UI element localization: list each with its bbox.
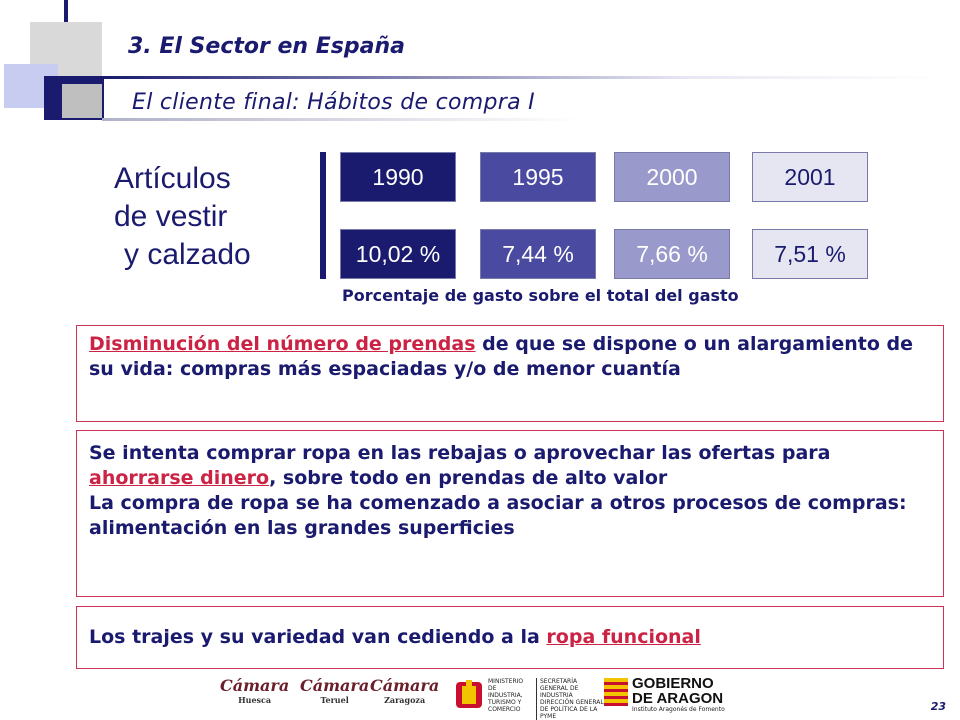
text-panel-1 — [76, 325, 944, 422]
logo-text: Cámara — [300, 676, 370, 695]
footer-logos — [220, 675, 940, 720]
ministerio-logo: MINISTERIO DE INDUSTRIA, TURISMO Y COMERCIO — [488, 678, 524, 713]
year-box-1990: 1990 — [340, 152, 456, 202]
gobierno-aragon-logo — [632, 676, 725, 713]
panel-text: , sobre todo en prendas de alto valor — [269, 467, 668, 489]
camara-zaragoza-logo — [370, 676, 439, 705]
secretaria-logo — [536, 678, 604, 720]
year-box-2000: 2000 — [614, 152, 730, 202]
logo-text: Cámara — [220, 676, 290, 695]
panel-paragraph — [89, 441, 931, 491]
category-line: y calzado — [124, 238, 251, 271]
panel-text: Se intenta comprar ropa en las rebajas o aprovechar las ofertas para — [89, 442, 831, 464]
panel-text: de que se dispone o un alargamiento de su vida: compras más espaciadas y/o de menor cuantía — [89, 333, 914, 380]
value-box-2000: 7,66 % — [614, 229, 730, 279]
highlight-link: ropa funcional — [546, 626, 701, 648]
value-box-2001: 7,51 % — [752, 229, 868, 279]
category-line: Artículos — [114, 162, 231, 195]
gobierno-text: GOBIERNO — [632, 675, 714, 692]
page-number: 23 — [930, 700, 946, 713]
panel-text: Los trajes y su variedad van cediendo a la — [89, 626, 547, 648]
text-panel-2 — [76, 430, 944, 597]
camara-huesca-logo — [220, 676, 289, 705]
page-subtitle: El cliente final: Hábitos de compra I — [132, 90, 535, 115]
spain-coat-of-arms-icon — [454, 678, 484, 710]
logo-text: Cámara — [370, 676, 440, 695]
logo-subtext: Zaragoza — [384, 695, 426, 705]
separator-bar — [320, 152, 326, 279]
decorative-square — [62, 84, 102, 118]
logo-subtext: Teruel — [320, 695, 349, 705]
secretaria-text: SECRETARÍA GENERAL DE INDUSTRIA — [540, 678, 579, 699]
category-line: de vestir — [114, 200, 228, 233]
camara-teruel-logo — [300, 676, 369, 705]
decorative-line — [64, 0, 68, 22]
table-caption: Porcentaje de gasto sobre el total del gasto — [342, 286, 739, 305]
iaf-text: Instituto Aragonés de Fomento — [632, 706, 725, 713]
highlight-link: Disminución del número de prendas — [89, 333, 476, 355]
panel-paragraph: La compra de ropa se ha comenzado a asociar a otros procesos de compras: alimentación en las grandes superficies — [89, 492, 907, 539]
highlight-link: ahorrarse dinero — [89, 467, 270, 489]
year-box-2001: 2001 — [752, 152, 868, 202]
text-panel-3 — [76, 606, 944, 669]
aragon-text: DE ARAGON — [632, 690, 724, 707]
section-title: 3. El Sector en España — [128, 34, 405, 59]
logo-subtext: Huesca — [238, 695, 272, 705]
value-box-1995: 7,44 % — [480, 229, 596, 279]
value-box-1990: 10,02 % — [340, 229, 456, 279]
category-label — [114, 160, 251, 274]
direccion-text: DIRECCIÓN GENERAL DE POLÍTICA DE LA PYME — [540, 699, 604, 720]
subtitle-divider — [102, 118, 582, 121]
aragon-flag-icon — [604, 678, 628, 706]
year-box-1995: 1995 — [480, 152, 596, 202]
header-divider — [102, 76, 942, 79]
